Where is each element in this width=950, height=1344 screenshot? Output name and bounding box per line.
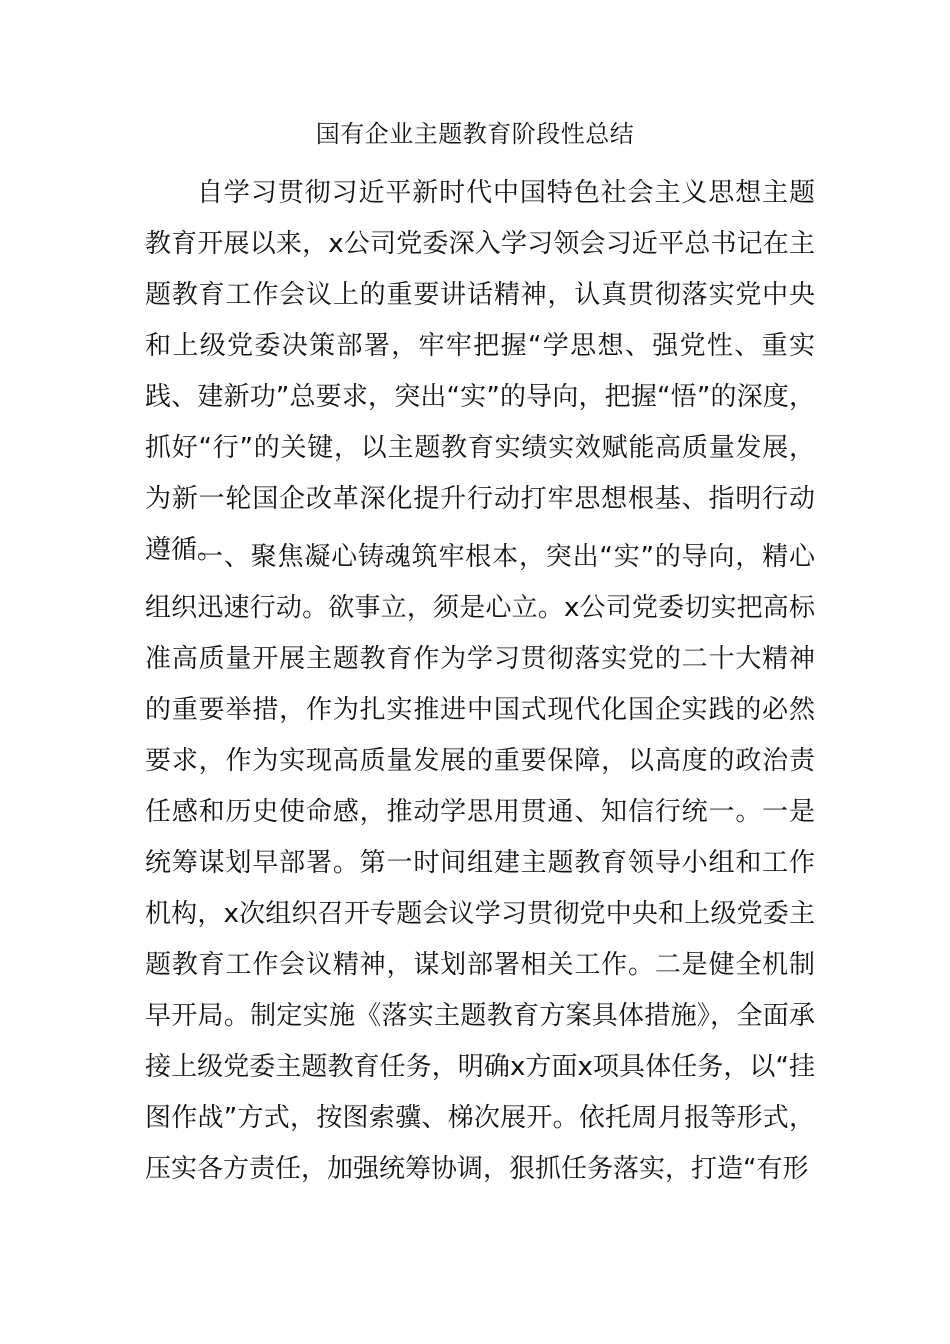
paragraph-section-one: 一、聚焦凝心铸魂筑牢根本，突出“实”的导向，精心组织迅速行动。欲事立，须是心立。x公司党委切实把高标准高质量开展主题教育作为学习贯彻落实党的二十大精神的重要举措，作为扎实推进中国式现代化国企实践的必然要求，作为实现高质量发展的重要保障，以高度的政治责任感和历史使命感，推动学思用贯通、知信行统一。一是统筹谋划早部署。第一时间组建主题教育领导小组和工作机构，x次组织召开专题会议学习贯彻党中央和上级党委主题教育工作会议精神，谋划部署相关工作。二是健全机制早开局。制定实施《落实主题教育方案具体措施》，全面承接上级党委主题教育任务，明确x方面x项具体任务，以“挂图作战”方式，按图索骥、梯次展开。依托周月报等形式，压实各方责任，加强统筹协调，狠抓任务落实，打造“有形 [145,542,815,1184]
document-title: 国有企业主题教育阶段性总结 [315,120,635,148]
paragraph-intro: 自学习贯彻习近平新时代中国特色社会主义思想主题教育开展以来，x公司党委深入学习领会习近平总书记在主题教育工作会议上的重要讲话精神，认真贯彻落实党中央和上级党委决策部署，牢牢把握“学思想、强党性、重实践、建新功”总要求，突出“实”的导向，把握“悟”的深度，抓好“行”的关键，以主题教育实绩实效赋能高质量发展，为新一轮国企改革深化提升行动打牢思想根基、指明行动遵循。 [145,178,815,565]
